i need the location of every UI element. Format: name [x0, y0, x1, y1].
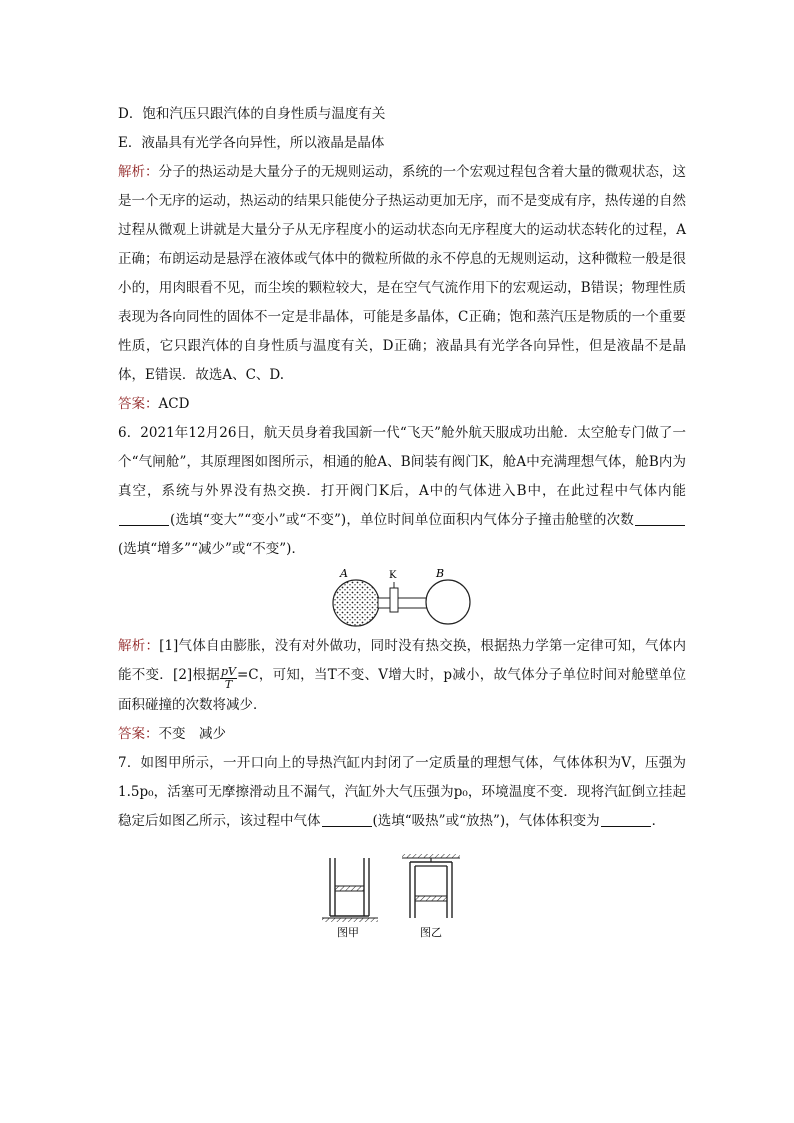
- figure-yi: [402, 854, 460, 939]
- q6-stem-part2: (选填“变大”“变小”或“不变”)，单位时间单位面积内气体分子撞击舱壁的次数: [170, 512, 634, 528]
- q6-stem-part3: (选填“增多”“减少”或“不变”)．: [118, 541, 305, 557]
- q7-blank-2[interactable]: [601, 812, 651, 827]
- q7-blank-1[interactable]: [322, 812, 372, 827]
- label-b: B: [436, 567, 445, 580]
- piston-yi: [415, 896, 447, 901]
- q6-answer-label: 答案：: [118, 726, 159, 742]
- q6-answer: [118, 720, 686, 749]
- fraction-numerator: pV: [220, 665, 236, 678]
- chamber-b: [426, 580, 470, 624]
- q6-analysis-part1: [1]气体自由膨胀，没有对外做功，同时没有热交换，根据热力学第一定律可知，气体内能不变．[2]根据: [118, 638, 687, 683]
- q7-stem-part1: 7．如图甲所示，一开口向上的导热汽缸内封闭了一定质量的理想气体，气体体积为V，压强为1.5p₀，活塞可无摩擦滑动且不漏气，汽缸外大气压强为p₀，环境温度不变．现将汽缸倒立挂起稳定后如图乙所示，该过程中气体: [118, 755, 686, 829]
- q6-blank-1[interactable]: [119, 511, 169, 526]
- q5-analysis: [118, 158, 686, 390]
- q6-analysis: [118, 632, 686, 720]
- caption-yi: 图乙: [420, 926, 442, 939]
- fraction-denominator: T: [224, 678, 233, 691]
- q7-stem-part3: ．: [651, 813, 666, 829]
- cylinder-diagram: [318, 850, 468, 942]
- ground-hatch: [322, 918, 378, 922]
- label-k: K: [389, 570, 397, 581]
- option-e: E．液晶具有光学各向异性，所以液晶是晶体: [118, 135, 385, 151]
- airlock-diagram: [326, 566, 476, 630]
- cylinder-figure: [118, 850, 686, 946]
- caption-jia: 图甲: [337, 926, 359, 939]
- q7-stem: [118, 749, 686, 836]
- q5-analysis-label: 解析：: [118, 164, 159, 180]
- q5-answer-label: 答案：: [118, 396, 159, 412]
- q6-stem-part1: 6．2021年12月26日，航天员身着我国新一代“飞天”舱外航天服成功出舱．太空舱专门做了一个“气闸舱”，其原理图如图所示，相通的舱A、B间装有阀门K，舱A中充满理想气体，舱B内为真空，系统与外界没有热交换．打开阀门K后，A中的气体进入B中，在此过程中气体内能: [118, 425, 686, 499]
- q6-blank-2[interactable]: [635, 511, 685, 526]
- piston-jia: [335, 886, 364, 891]
- document-body: [118, 100, 686, 946]
- figure-jia: [322, 858, 378, 939]
- q7-stem-part2: (选填“吸热”或“放热”)，气体体积变为: [372, 813, 600, 829]
- q6-stem: [118, 419, 686, 564]
- valve-k: [390, 588, 398, 612]
- ceiling-hatch: [402, 854, 460, 858]
- label-a: A: [340, 567, 348, 580]
- q6-analysis-label: 解析：: [118, 638, 160, 654]
- q5-answer-text: ACD: [158, 396, 190, 412]
- airlock-figure: [118, 566, 686, 630]
- pv-over-t-fraction: [220, 666, 237, 691]
- q6-analysis-part2: =C，可知，当T不变、V增大时，p减小，故气体分子单位时间对舱壁单位面积碰撞的次数将减少．: [118, 667, 686, 713]
- q6-answer-text: 不变 减少: [158, 726, 226, 742]
- q5-answer: [118, 390, 686, 419]
- connecting-pipe: [378, 598, 430, 608]
- q5-analysis-text: 分子的热运动是大量分子的无规则运动，系统的一个宏观过程包含着大量的微观状态，这是一个无序的运动，热运动的结果只能使分子热运动更加无序，而不是变成有序，热传递的自然过程从微观上讲就是大量分子从无序程度小的运动状态向无序程度大的运动状态转化的过程，A正确；布朗运动是悬浮在液体或气体中的微粒所做的永不停息的无规则运动，这种微粒一般是很小的，用肉眼看不见，而尘埃的颗粒较大，是在空气气流作用下的宏观运动，B错误；物理性质表现为各向同性的固体不一定是非晶体，可能是多晶体，C正确；饱和蒸汽压是物质的一个重要性质，它只跟汽体的自身性质与温度有关，D正确；液晶具有光学各向异性，但是液晶不是晶体，E错误．故选A、C、D.: [118, 164, 687, 383]
- chamber-a: [333, 580, 379, 626]
- option-d: D．饱和汽压只跟汽体的自身性质与温度有关: [118, 106, 386, 122]
